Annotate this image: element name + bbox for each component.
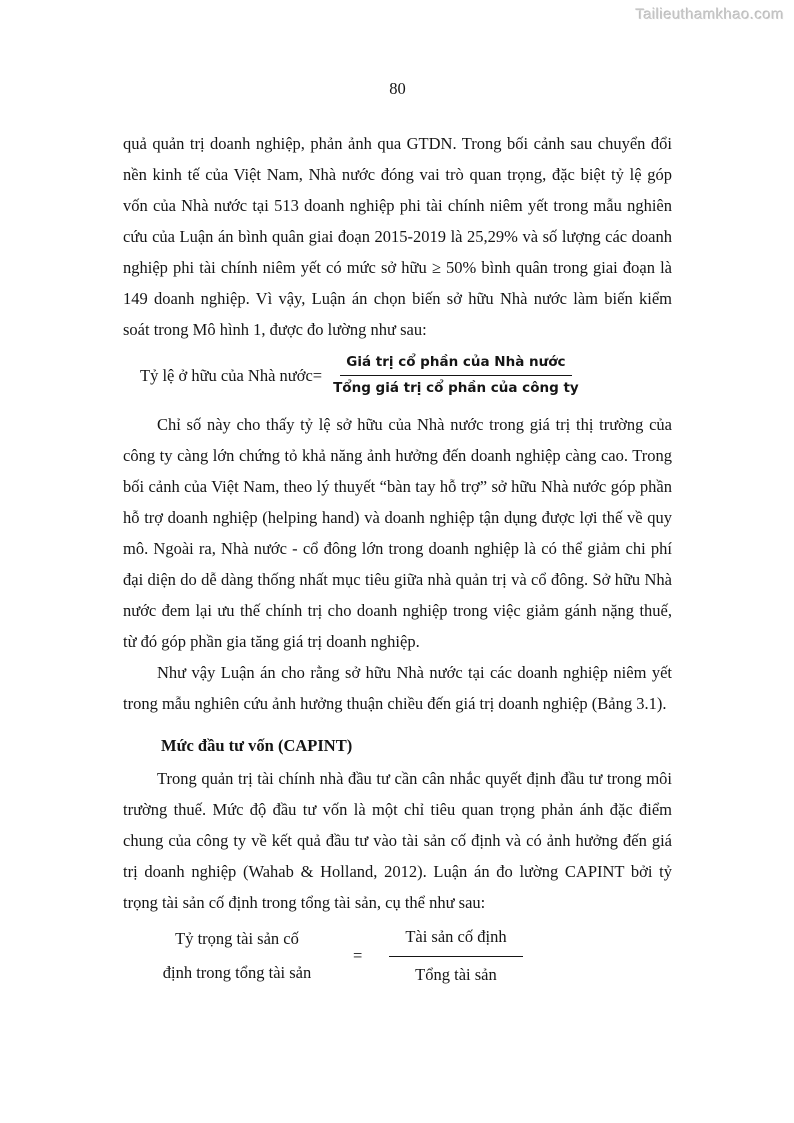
- fraction: [389, 927, 522, 985]
- formula-state-ownership: [140, 347, 672, 404]
- watermark: Tailieuthamkhao.com: [635, 6, 784, 23]
- text-line: từ đó góp phần gia tăng giá trị doanh nghiệp.: [123, 632, 420, 651]
- text-line: soát trong Mô hình 1, được đo lường như sau:: [123, 320, 427, 339]
- text-line: nước đem lại ưu thế chính trị cho doanh nghiệp trong việc giảm gánh nặng thuế,: [123, 601, 672, 620]
- formula-label-line: Tỷ trọng tài sản cố: [175, 929, 299, 948]
- formula-label: Tỷ lệ ở hữu của Nhà nước=: [140, 365, 323, 385]
- fraction: [327, 354, 585, 397]
- fraction-numerator: Giá trị cổ phần của Nhà nước: [340, 354, 571, 376]
- text-line: cứu của Luận án bình quân giai đoạn 2015-2019 là 25,29% và số lượng các doanh: [123, 227, 672, 246]
- paragraph-2: [123, 409, 672, 657]
- text-line: hỗ trợ doanh nghiệp (helping hand) và doanh nghiệp tận dụng được lợi thế về quy: [123, 508, 672, 527]
- paragraph-1: [123, 128, 672, 345]
- fraction-denominator: Tổng tài sản: [415, 964, 497, 984]
- text-line: quả quản trị doanh nghiệp, phản ảnh qua GTDN. Trong bối cảnh sau chuyển đổi: [123, 134, 672, 153]
- fraction-denominator: Tổng giá trị cổ phần của công ty: [333, 380, 579, 396]
- paragraph-3: [123, 657, 672, 719]
- text-line: trọng tài sản cố định trong tổng tài sản, cụ thể như sau:: [123, 893, 486, 912]
- formula-label: [161, 922, 313, 990]
- text-line: trong mẫu nghiên cứu ảnh hưởng thuận chiều đến giá trị doanh nghiệp (Bảng 3.1).: [123, 694, 667, 713]
- formula-label-line: định trong tổng tài sản: [162, 963, 312, 982]
- text-line: nghiệp phi tài chính niêm yết có mức sở hữu ≥ 50% bình quân trong giai đoạn là: [123, 258, 672, 277]
- text-line: công ty càng lớn chứng tỏ khả năng ảnh hưởng đến doanh nghiệp càng cao. Trong: [123, 446, 672, 465]
- text-line: vốn của Nhà nước tại 513 doanh nghiệp phi tài chính niêm yết trong mẫu nghiên: [123, 196, 672, 215]
- text-line: đại diện do dễ dàng thống nhất mục tiêu giữa nhà quản trị và cổ đông. Sở hữu Nhà: [123, 570, 672, 589]
- text-line: mô. Ngoài ra, Nhà nước - cổ đông lớn trong doanh nghiệp là có thể giảm chi phí: [123, 539, 672, 558]
- text-line: 149 doanh nghiệp. Vì vậy, Luận án chọn biến sở hữu Nhà nước làm biến kiểm: [123, 289, 672, 308]
- text-line: trị doanh nghiệp (Wahab & Holland, 2012). Luận án đo lường CAPINT bởi tỷ: [123, 862, 672, 881]
- text-line: Chỉ số này cho thấy tỷ lệ sở hữu của Nhà nước trong giá trị thị trường của: [157, 415, 672, 434]
- text-line: nền kinh tế của Việt Nam, Nhà nước đóng vai trò quan trọng, đặc biệt tỷ lệ góp: [123, 165, 672, 184]
- text-line: Trong quản trị tài chính nhà đầu tư cần cân nhắc quyết định đầu tư trong môi: [157, 769, 672, 788]
- page-number: 80: [389, 79, 406, 98]
- equals-sign: =: [353, 946, 363, 965]
- text-line: trường thuế. Mức độ đầu tư vốn là một chỉ tiêu quan trọng phản ánh đặc điểm: [123, 800, 672, 819]
- formula-capint: [161, 918, 672, 994]
- fraction-numerator: Tài sản cố định: [389, 927, 522, 957]
- text-line: chung của công ty về kết quả đầu tư vào tài sản cố định và có ảnh hưởng đến giá: [123, 831, 672, 850]
- section-heading: Mức đầu tư vốn (CAPINT): [161, 736, 353, 755]
- text-line: bối cảnh của Việt Nam, theo lý thuyết “bàn tay hỗ trợ” sở hữu Nhà nước góp phần: [123, 477, 672, 496]
- paragraph-4: [123, 763, 672, 918]
- text-line: Như vậy Luận án cho rằng sở hữu Nhà nước tại các doanh nghiệp niêm yết: [157, 663, 672, 682]
